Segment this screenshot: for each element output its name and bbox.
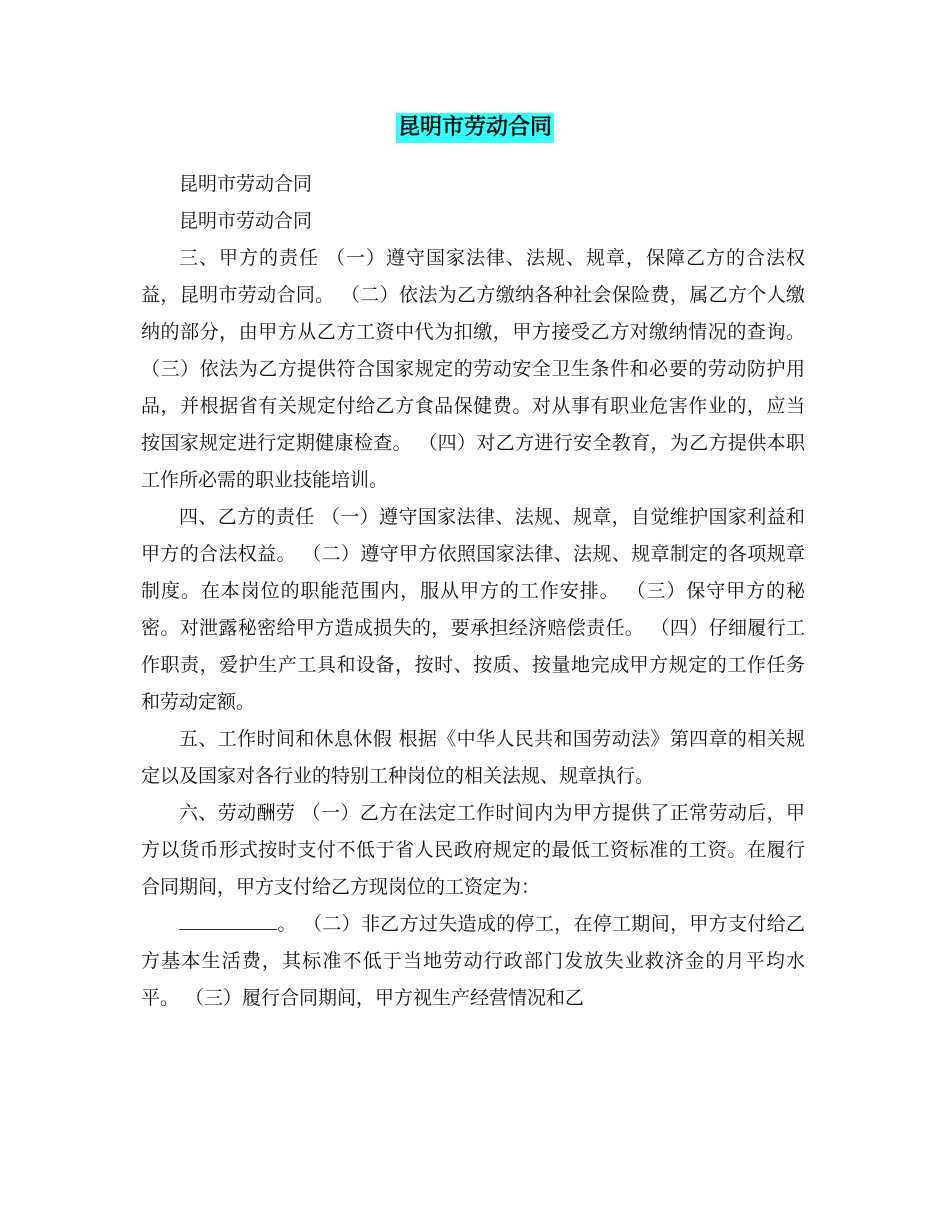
paragraph-remuneration: 六、劳动酬劳 （一）乙方在法定工作时间内为甲方提供了正常劳动后，甲方以货币形式按时支付不低于省人民政府规定的最低工资标准的工资。在履行合同期间，甲方支付给乙方现岗位的工资定为：	[141, 802, 805, 898]
document-body	[141, 166, 805, 1017]
paragraph-subtitle-1: 昆明市劳动合同	[179, 173, 313, 195]
title-wrap	[0, 113, 950, 143]
paragraph-party-a-duties: 三、甲方的责任 （一）遵守国家法律、法规、规章，保障乙方的合法权益，昆明市劳动合同。 （二）依法为乙方缴纳各种社会保险费，属乙方个人缴纳的部分，由甲方从乙方工资中代为扣缴，甲方接受乙方对缴纳情况的查询。 （三）依法为乙方提供符合国家规定的劳动安全卫生条件和必要的劳动防护用品，并根据省有关规定付给乙方食品保健费。对从事有职业危害作业的，应当按国家规定进行定期健康检查。 （四）对乙方进行安全教育，为乙方提供本职工作所必需的职业技能培训。	[141, 247, 805, 491]
paragraph-subtitle-2: 昆明市劳动合同	[179, 210, 313, 232]
paragraph-remuneration-continued	[141, 906, 805, 1017]
wage-blank-line	[179, 909, 277, 930]
document-title: 昆明市劳动合同	[396, 113, 554, 143]
paragraph-remuneration-continued-text: 。 （二）非乙方过失造成的停工，在停工期间，甲方支付给乙方基本生活费，其标准不低于当地劳动行政部门发放失业救济金的月平均水平。 （三）履行合同期间，甲方视生产经营情况和乙	[141, 913, 805, 1009]
paragraph-party-b-duties: 四、乙方的责任 （一）遵守国家法律、法规、规章，自觉维护国家利益和甲方的合法权益。 （二）遵守甲方依照国家法律、法规、规章制定的各项规章制度。在本岗位的职能范围内，服从甲方的工作安排。 （三）保守甲方的秘密。对泄露秘密给甲方造成损失的，要承担经济赔偿责任。 （四）仔细履行工作职责，爱护生产工具和设备，按时、按质、按量地完成甲方规定的工作任务和劳动定额。	[141, 506, 805, 713]
paragraph-working-hours: 五、工作时间和休息休假 根据《中华人民共和国劳动法》第四章的相关规定以及国家对各行业的特别工种岗位的相关法规、规章执行。	[141, 728, 805, 787]
